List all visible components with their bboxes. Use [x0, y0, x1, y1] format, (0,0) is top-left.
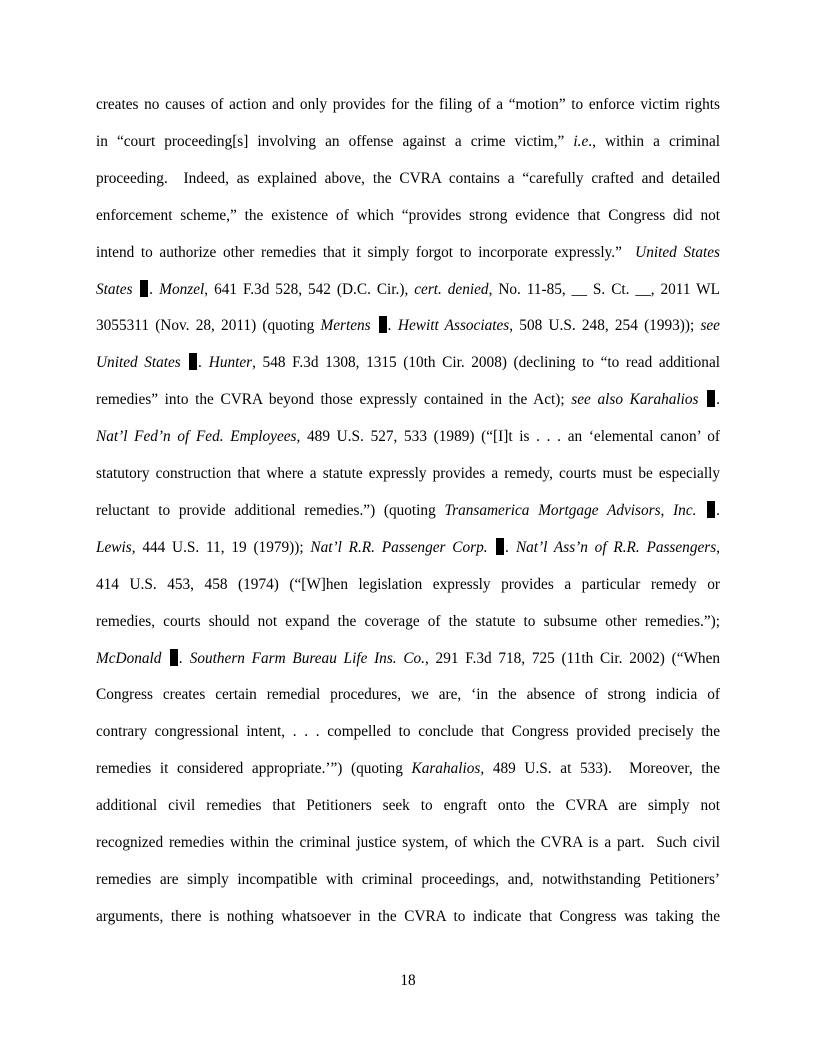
citation-italic-text: United States — [96, 354, 188, 372]
text-line — [96, 833, 720, 853]
redaction-mark — [189, 353, 197, 370]
body-text-segment: contrary congressional intent, . . . compelled to conclude that Congress provided precisely the — [96, 723, 720, 741]
body-text-segment: . — [716, 391, 720, 409]
citation-italic-text: see — [700, 317, 720, 335]
body-text-segment: remedies” into the CVRA beyond those expressly contained in the Act); — [96, 391, 572, 409]
text-line — [96, 427, 720, 447]
body-text-segment: , 548 F.3d 1308, 1315 (10th Cir. 2008) (declining to “to read additional — [252, 354, 720, 372]
citation-italic-text: Nat’l Fed’n of Fed. Employees, — [96, 428, 301, 446]
citation-italic-text: Karahalios, — [411, 760, 485, 778]
text-line — [96, 95, 720, 115]
citation-italic-text: . Monzel — [149, 280, 205, 298]
redaction-mark — [707, 390, 715, 407]
body-text-segment: , 508 U.S. 248, 254 (1993)); — [509, 317, 701, 335]
text-line — [96, 907, 720, 927]
body-text-segment: 489 U.S. 527, 533 (1989) (“[I]t is . . . an ‘elemental canon’ of — [300, 428, 720, 446]
citation-italic-text: States — [96, 280, 139, 298]
body-text-segment: . — [716, 501, 720, 519]
body-text-segment: , 641 F.3d 528, 542 (D.C. Cir.), — [204, 280, 415, 298]
citation-italic-text: Mertens — [320, 317, 377, 335]
text-line — [96, 759, 720, 779]
body-text-segment: enforcement scheme,” the existence of which “provides strong evidence that Congress did not — [96, 206, 720, 224]
redaction-mark — [379, 316, 387, 333]
text-line — [96, 390, 720, 410]
body-text-segment: remedies it considered appropriate.’”) (quoting — [96, 760, 412, 778]
citation-italic-text: Nat’l R.R. Passenger Corp. — [310, 538, 495, 556]
citation-italic-text: Lewis, — [96, 538, 136, 556]
citation-italic-text: United States — [635, 243, 720, 261]
body-text-segment: reluctant to provide additional remedies.”) (quoting — [96, 501, 445, 519]
body-text-segment: proceeding. Indeed, as explained above, the CVRA contains a “carefully crafted and detailed — [96, 169, 720, 187]
body-text-segment: Congress creates certain remedial procedures, we are, ‘in the absence of strong indicia of — [96, 686, 720, 704]
text-line — [96, 685, 720, 705]
body-text-segment: , No. 11-85, __ S. Ct. __, 2011 WL — [488, 280, 720, 298]
body-text-segment: in “court proceeding[s] involving an offense against a crime victim,” — [96, 132, 574, 150]
body-text-segment: remedies are simply incompatible with criminal proceedings, and, notwithstanding Petitioners’ — [96, 870, 720, 888]
text-line — [96, 169, 720, 189]
citation-italic-text: . Nat’l Ass’n of R.R. Passengers, — [505, 538, 720, 556]
text-line — [96, 722, 720, 742]
body-text-segment: , 291 F.3d 718, 725 (11th Cir. 2002) (“When — [425, 649, 721, 667]
page-number: 18 — [400, 972, 416, 989]
text-line — [96, 870, 720, 890]
body-text-segment: arguments, there is nothing whatsoever in the CVRA to indicate that Congress was taking the — [96, 907, 720, 925]
text-line — [96, 612, 720, 632]
text-line — [96, 316, 720, 336]
text-line — [96, 796, 720, 816]
text-line — [96, 280, 720, 300]
citation-italic-text: cert. denied — [414, 280, 489, 298]
body-text-segment: 414 U.S. 453, 458 (1974) (“[W]hen legislation expressly provides a particular remedy or — [96, 575, 720, 593]
text-line — [96, 649, 720, 669]
body-text-segment: 444 U.S. 11, 19 (1979)); — [135, 538, 311, 556]
body-text-segment: statutory construction that where a statute expressly provides a remedy, courts must be especially — [96, 465, 720, 482]
text-line — [96, 206, 720, 226]
citation-italic-text: McDonald — [96, 649, 169, 667]
text-line — [96, 464, 720, 484]
body-text-segment: intend to authorize other remedies that it simply forgot to incorporate expressly.” — [96, 243, 636, 261]
citation-italic-text: . Southern Farm Bureau Life Ins. Co. — [179, 649, 425, 667]
redaction-mark — [170, 649, 178, 666]
body-text-segment: ., within a criminal — [588, 132, 720, 150]
body-text-segment: 3055311 (Nov. 28, 2011) (quoting — [96, 317, 321, 335]
body-text-segment: recognized remedies within the criminal justice system, of which the CVRA is a part. Such civil — [96, 834, 720, 851]
citation-italic-text: . Hewitt Associates — [387, 317, 510, 335]
citation-italic-text: see also Karahalios — [571, 391, 706, 409]
redaction-mark — [140, 280, 148, 297]
body-text-segment: remedies, courts should not expand the coverage of the statute to subsume other remedies.”); — [96, 612, 720, 630]
text-line — [96, 501, 720, 521]
text-line — [96, 243, 720, 263]
redaction-mark — [707, 501, 715, 518]
citation-italic-text: Transamerica Mortgage Advisors, Inc. — [444, 501, 706, 519]
citation-italic-text: . Hunter — [198, 354, 253, 372]
redaction-mark — [496, 538, 504, 555]
text-line — [96, 575, 720, 595]
text-line — [96, 132, 720, 152]
body-text-segment: additional civil remedies that Petitioners seek to engraft onto the CVRA are simply not — [96, 797, 720, 815]
text-line — [96, 353, 720, 373]
text-line — [96, 538, 720, 558]
citation-italic-text: i.e — [573, 132, 589, 150]
body-text-segment: creates no causes of action and only provides for the filing of a “motion” to enforce victim rights — [96, 96, 720, 113]
body-text-segment: 489 U.S. at 533). Moreover, the — [484, 760, 720, 778]
